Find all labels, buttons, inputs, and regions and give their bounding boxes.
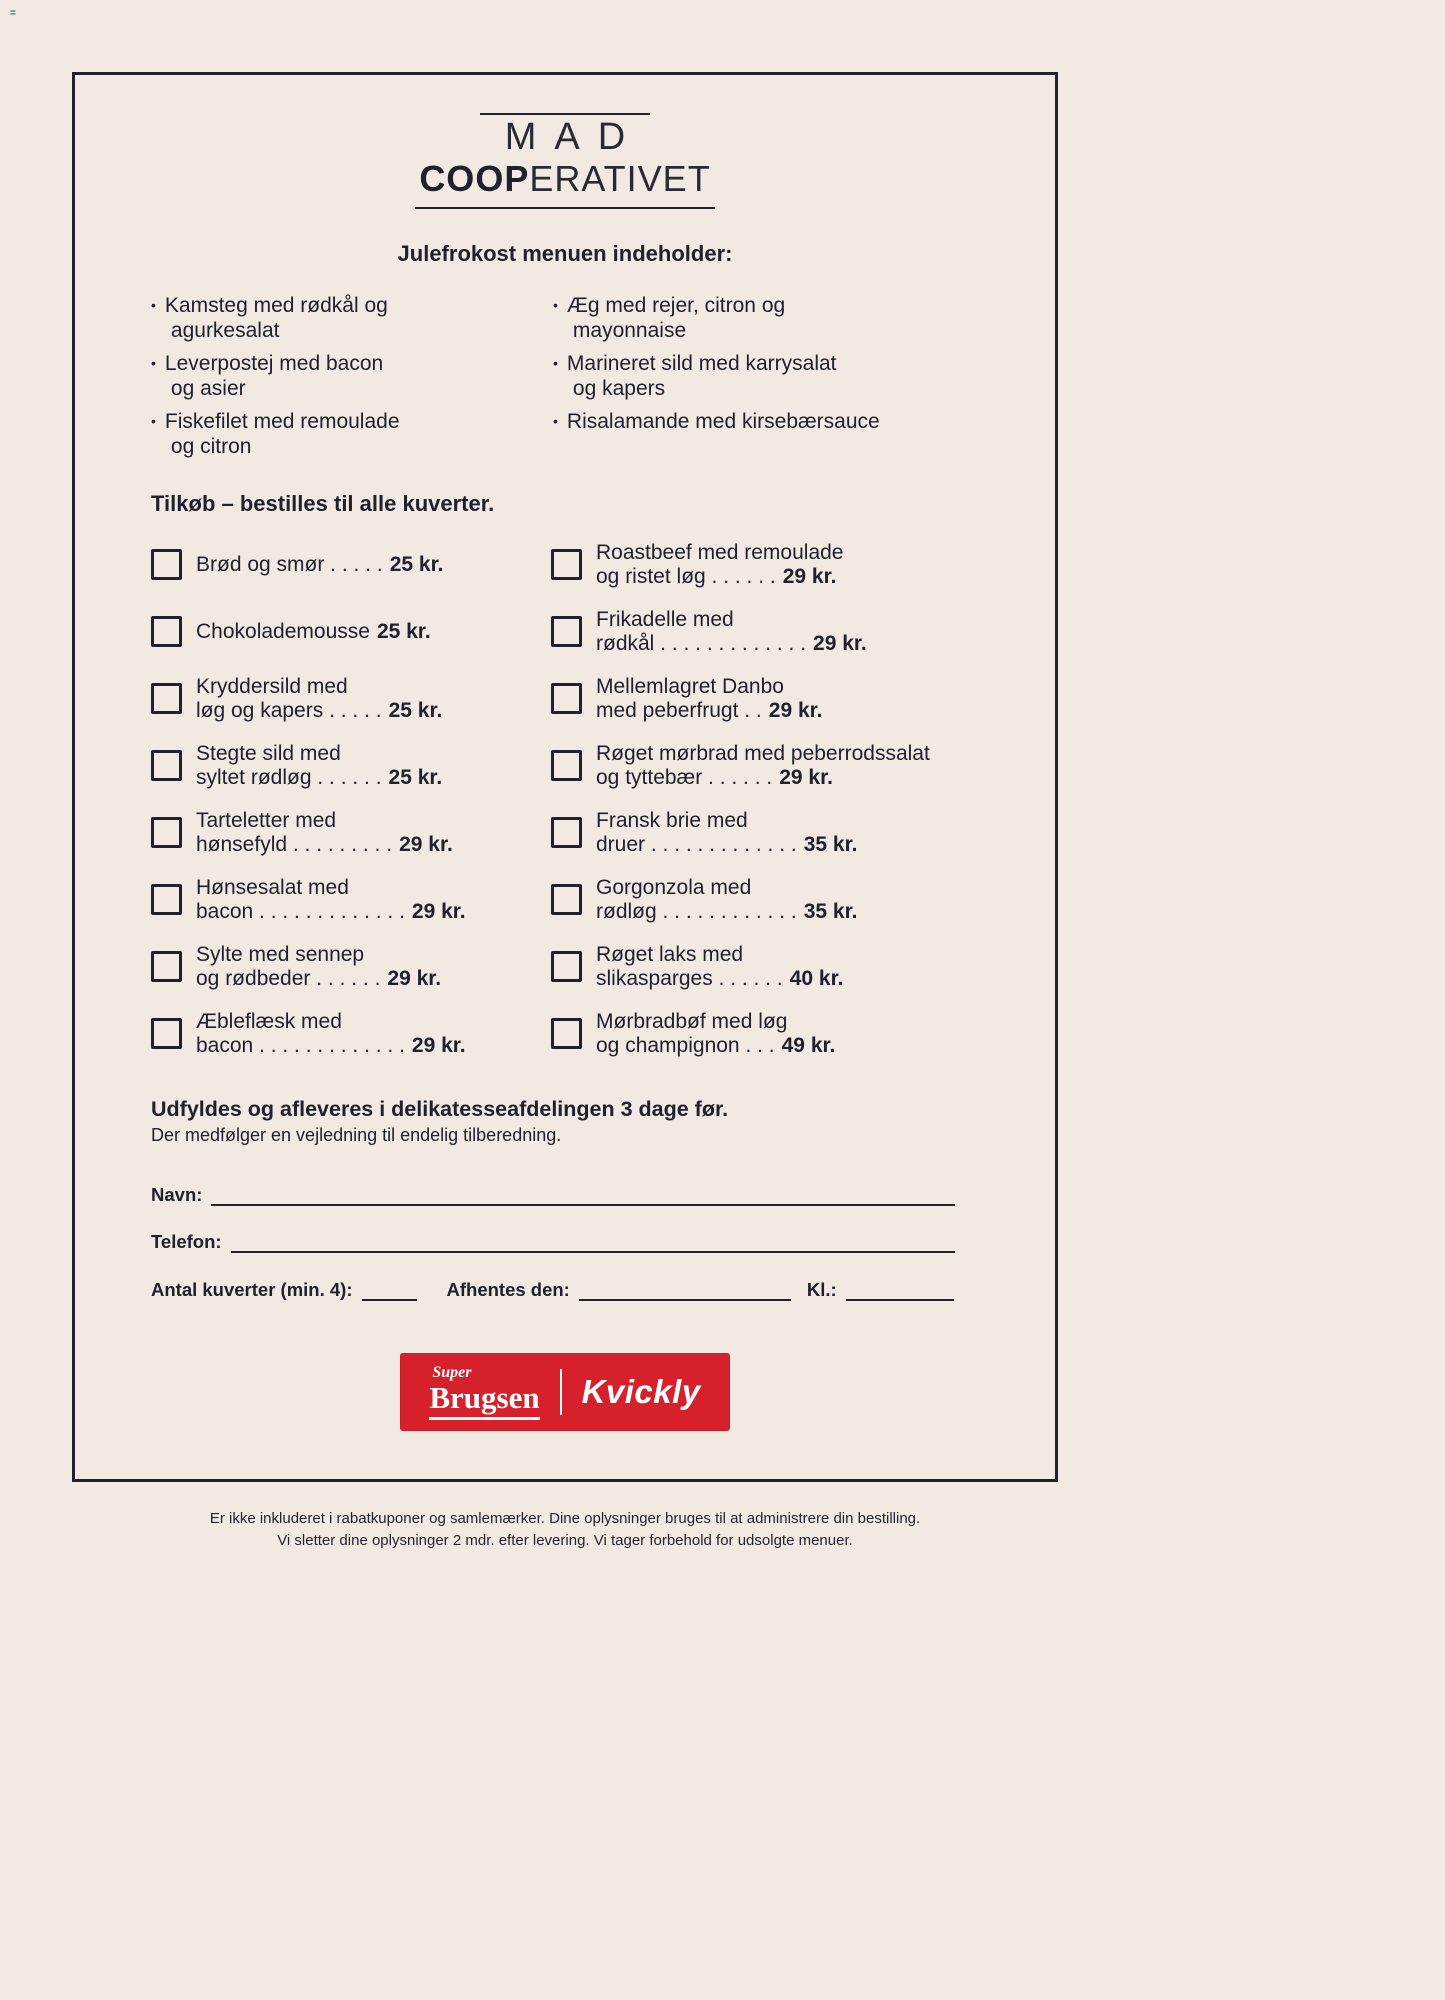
superbrugsen-logo xyxy=(429,1365,539,1420)
addon-label: Mørbradbøf med løg xyxy=(596,1009,788,1033)
addon-label: Sylte med sennep xyxy=(196,942,365,966)
addon-label: Kryddersild med xyxy=(196,674,348,698)
addon-price: 29 kr. xyxy=(782,564,837,588)
addon-price: 29 kr. xyxy=(387,966,442,990)
addon-label: hønsefyld . . . . . . . . . xyxy=(196,832,393,856)
addon-checkbox[interactable] xyxy=(551,683,582,714)
pickup-date-input-line[interactable] xyxy=(579,1279,791,1301)
addon-label: Fransk brie med xyxy=(596,808,748,832)
bullet-icon: • xyxy=(151,297,156,313)
addon-price: 35 kr. xyxy=(803,832,858,856)
addon-label: Gorgonzola med xyxy=(596,875,752,899)
addon-checkbox[interactable] xyxy=(551,817,582,848)
addon-label: Brød og smør . . . . . xyxy=(196,552,383,576)
pickup-date-label: Afhentes den: xyxy=(446,1279,570,1300)
addon-label: Frikadelle med xyxy=(596,607,734,631)
addon-price: 25 kr. xyxy=(376,619,431,643)
guests-input-line[interactable] xyxy=(362,1279,417,1301)
corner-mark: = xyxy=(10,8,16,19)
addon-row xyxy=(551,933,979,1000)
addon-row xyxy=(551,866,979,933)
addon-checkbox[interactable] xyxy=(551,951,582,982)
addon-checkbox[interactable] xyxy=(551,1018,582,1049)
bullet-icon: • xyxy=(151,413,156,429)
addon-price: 49 kr. xyxy=(781,1033,836,1057)
guests-label: Antal kuverter (min. 4): xyxy=(151,1279,353,1300)
brand-divider xyxy=(560,1369,562,1415)
addon-label: Chokolademousse xyxy=(196,619,370,643)
addon-label: og champignon . . . xyxy=(596,1033,775,1057)
menu-item xyxy=(151,293,553,343)
form-row-phone xyxy=(151,1231,955,1253)
name-input-line[interactable] xyxy=(211,1184,955,1206)
addon-checkbox[interactable] xyxy=(151,616,182,647)
addon-row xyxy=(151,1000,551,1067)
menu-item xyxy=(553,293,979,343)
superbrugsen-logo-super: Super xyxy=(432,1363,472,1381)
menu-item xyxy=(553,409,979,459)
logo-word-cooperativet xyxy=(151,159,979,199)
order-form xyxy=(72,72,1058,1482)
addon-row xyxy=(151,799,551,866)
addon-price: 25 kr. xyxy=(388,765,443,789)
menu-item-line: mayonnaise xyxy=(572,319,687,342)
addon-row xyxy=(551,531,979,598)
addon-checkbox[interactable] xyxy=(151,683,182,714)
addon-price: 40 kr. xyxy=(789,966,844,990)
addon-label: bacon . . . . . . . . . . . . . xyxy=(196,899,405,923)
instructions-heading: Udfyldes og afleveres i delikatesseafdelingen 3 dage før. xyxy=(151,1097,729,1121)
addon-label: med peberfrugt . . xyxy=(596,698,762,722)
menu-item-line: Æg med rejer, citron og xyxy=(566,294,786,317)
menu-item-line: Leverpostej med bacon xyxy=(164,352,384,375)
time-input-line[interactable] xyxy=(846,1279,954,1301)
menu-item-line: Fiskefilet med remoulade xyxy=(164,410,400,433)
addon-row xyxy=(151,732,551,799)
bullet-icon: • xyxy=(553,297,558,313)
addon-row xyxy=(151,598,551,665)
menu-item-line: og asier xyxy=(170,377,246,400)
addon-checkbox[interactable] xyxy=(151,1018,182,1049)
form-row-pickup xyxy=(151,1279,955,1301)
addon-label: slikasparges . . . . . . xyxy=(596,966,783,990)
mad-cooperativet-logo xyxy=(151,113,979,209)
addon-checkbox[interactable] xyxy=(551,616,582,647)
menu-item-line: og citron xyxy=(170,435,252,458)
addon-checkbox[interactable] xyxy=(551,884,582,915)
footer-line: Vi sletter dine oplysninger 2 mdr. efter levering. Vi tager forbehold for udsolgte menuer. xyxy=(277,1531,853,1549)
addon-checkbox[interactable] xyxy=(151,549,182,580)
addon-row xyxy=(551,1000,979,1067)
addon-row xyxy=(551,799,979,866)
footer-line: Er ikke inkluderet i rabatkuponer og samlemærker. Dine oplysninger bruges til at administrere din bestilling. xyxy=(209,1510,921,1527)
addon-label: og tyttebær . . . . . . xyxy=(596,765,773,789)
addon-price: 29 kr. xyxy=(813,631,867,655)
logo-word-coop: COOP xyxy=(419,158,530,199)
addon-label: Æbleflæsk med xyxy=(196,1009,342,1033)
addon-label: Tarteletter med xyxy=(196,808,337,832)
menu-item-line: agurkesalat xyxy=(170,319,280,342)
addon-checkbox[interactable] xyxy=(151,750,182,781)
bullet-icon: • xyxy=(151,355,156,371)
addon-label: Hønsesalat med xyxy=(196,875,349,899)
phone-input-line[interactable] xyxy=(231,1231,955,1253)
addon-price: 29 kr. xyxy=(411,1033,466,1057)
addon-row xyxy=(151,665,551,732)
addon-price: 29 kr. xyxy=(779,765,833,789)
addon-label: Røget laks med xyxy=(596,942,744,966)
addon-label: løg og kapers . . . . . xyxy=(196,698,382,722)
addon-label: og rødbeder . . . . . . xyxy=(196,966,381,990)
addon-label: rødkål . . . . . . . . . . . . . xyxy=(596,631,807,655)
addon-checkbox[interactable] xyxy=(151,951,182,982)
addon-checkbox[interactable] xyxy=(551,549,582,580)
form-row-name xyxy=(151,1184,955,1206)
addon-label: Mellemlagret Danbo xyxy=(596,674,784,698)
addon-price: 35 kr. xyxy=(803,899,858,923)
addon-price: 25 kr. xyxy=(388,698,443,722)
menu-item-line: Kamsteg med rødkål og xyxy=(164,294,388,317)
kvickly-logo: Kvickly xyxy=(581,1373,701,1410)
addon-label: druer . . . . . . . . . . . . . xyxy=(596,832,797,856)
bullet-icon: • xyxy=(553,413,558,429)
menu-item-line: og kapers xyxy=(572,377,666,400)
addon-price: 25 kr. xyxy=(389,552,444,576)
addon-row xyxy=(551,598,979,665)
addon-label: bacon . . . . . . . . . . . . . xyxy=(196,1033,405,1057)
addons-list xyxy=(151,531,979,1067)
menu-item-line: Risalamande med kirsebærsauce xyxy=(566,410,880,433)
menu-item xyxy=(151,351,553,401)
time-label: Kl.: xyxy=(806,1279,837,1300)
addon-row xyxy=(151,531,551,598)
menu-item xyxy=(151,409,553,459)
logo-rule-bottom xyxy=(415,207,715,209)
menu-item xyxy=(553,351,979,401)
addon-label: syltet rødløg . . . . . . xyxy=(196,765,382,789)
name-label: Navn: xyxy=(151,1184,203,1205)
addon-label: Røget mørbrad med peberrodssalat xyxy=(596,741,930,765)
addon-row xyxy=(151,866,551,933)
addon-label: og ristet løg . . . . . . xyxy=(596,564,776,588)
addon-price: 29 kr. xyxy=(768,698,823,722)
addon-price: 29 kr. xyxy=(399,832,453,856)
instructions-subtext: Der medfølger en vejledning til endelig tilberedning. xyxy=(151,1125,562,1145)
footer-note xyxy=(72,1508,1058,1551)
addon-label: rødløg . . . . . . . . . . . . xyxy=(596,899,797,923)
logo-word-erativet: ERATIVET xyxy=(529,158,711,199)
addon-row xyxy=(551,732,979,799)
addon-label: Stegte sild med xyxy=(196,741,341,765)
addon-row xyxy=(551,665,979,732)
phone-label: Telefon: xyxy=(151,1231,222,1252)
addon-price: 29 kr. xyxy=(411,899,466,923)
addons-heading: Tilkøb – bestilles til alle kuverter. xyxy=(151,491,495,516)
menu-heading: Julefrokost menuen indeholder: xyxy=(397,241,733,266)
logo-word-mad: MAD xyxy=(504,116,644,158)
brand-banner xyxy=(400,1353,730,1431)
menu-list xyxy=(151,293,979,467)
menu-item-line: Marineret sild med karrysalat xyxy=(566,352,837,375)
addon-checkbox[interactable] xyxy=(151,817,182,848)
addon-checkbox[interactable] xyxy=(551,750,582,781)
addon-row xyxy=(151,933,551,1000)
addon-checkbox[interactable] xyxy=(151,884,182,915)
addon-label: Roastbeef med remoulade xyxy=(596,540,844,564)
bullet-icon: • xyxy=(553,355,558,371)
superbrugsen-logo-brugsen: Brugsen xyxy=(429,1382,539,1420)
